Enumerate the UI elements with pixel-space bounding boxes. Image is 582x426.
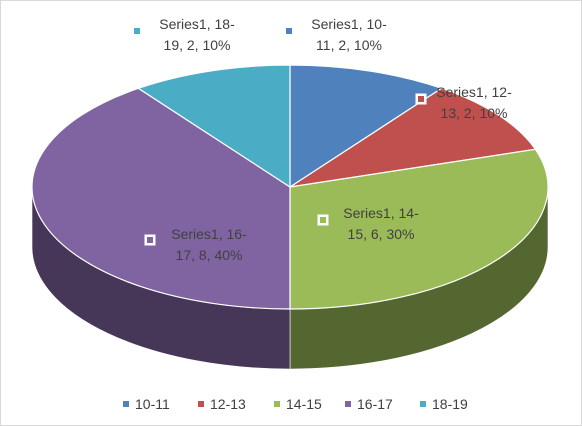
data-label-line: 15, 6, 30% bbox=[347, 226, 415, 242]
data-label-line: Series1, 10- bbox=[311, 16, 387, 32]
legend-label: 10-11 bbox=[135, 396, 170, 412]
legend-label: 14-15 bbox=[286, 396, 322, 412]
data-label-18-19 bbox=[134, 16, 235, 53]
data-label-marker-inner bbox=[320, 217, 326, 223]
data-label-line: 19, 2, 10% bbox=[163, 37, 231, 53]
data-label-line: 11, 2, 10% bbox=[316, 37, 382, 53]
legend-swatch bbox=[123, 401, 129, 407]
legend-swatch bbox=[345, 401, 351, 407]
data-label-line: Series1, 18- bbox=[159, 16, 235, 32]
pie-top-faces bbox=[32, 65, 548, 309]
data-label-marker bbox=[134, 28, 140, 34]
data-label-line: Series1, 16- bbox=[171, 226, 247, 242]
legend-swatch bbox=[274, 401, 280, 407]
data-label-line: 13, 2, 10% bbox=[440, 105, 508, 121]
data-label-marker-inner bbox=[418, 96, 424, 102]
legend-label: 12-13 bbox=[210, 396, 246, 412]
data-label-line: 17, 8, 40% bbox=[175, 247, 243, 263]
data-label-marker bbox=[286, 28, 292, 34]
legend-item-16-17 bbox=[345, 396, 393, 412]
data-label-marker-inner bbox=[147, 237, 153, 243]
data-label-line: Series1, 12- bbox=[436, 84, 512, 100]
legend bbox=[123, 396, 468, 412]
legend-item-10-11 bbox=[123, 396, 170, 412]
legend-label: 18-19 bbox=[432, 396, 468, 412]
legend-swatch bbox=[198, 401, 204, 407]
data-label-10-11 bbox=[286, 16, 387, 53]
legend-item-18-19 bbox=[420, 396, 468, 412]
legend-swatch bbox=[420, 401, 426, 407]
legend-label: 16-17 bbox=[357, 396, 393, 412]
data-label-line: Series1, 14- bbox=[343, 205, 419, 221]
legend-item-14-15 bbox=[274, 396, 322, 412]
pie-chart bbox=[1, 1, 581, 425]
legend-item-12-13 bbox=[198, 396, 246, 412]
